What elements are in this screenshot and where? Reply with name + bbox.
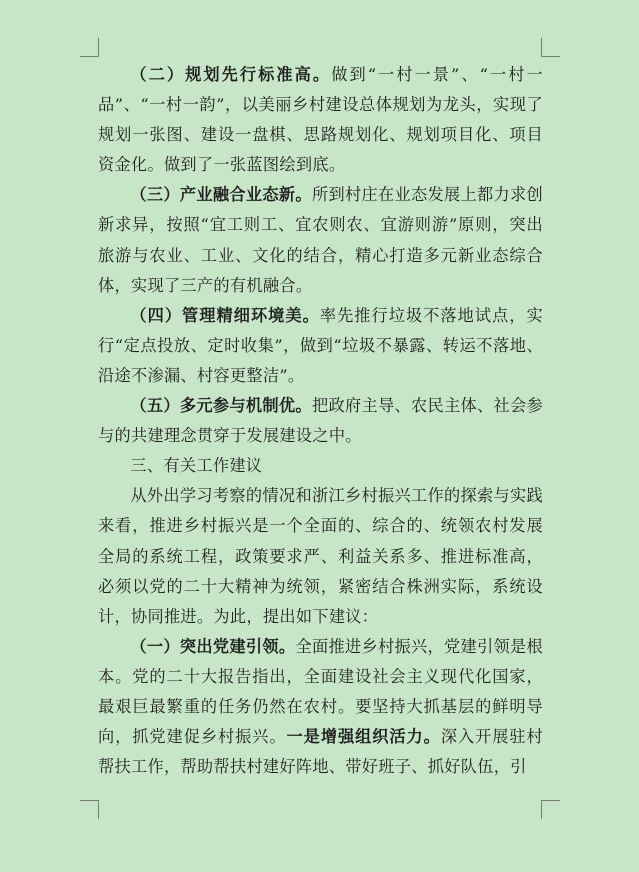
paragraph-lead: （五）多元参与机制优。 bbox=[130, 396, 312, 416]
paragraph-text: 做到“一村一景”、“一村一品”、“一村一韵”，以美丽乡村建设总体规划为龙头，实现了规划一张图、建设一盘棋、思路规划化、规划项目化、项目资金化。做到了一张蓝图绘到底。 bbox=[98, 65, 543, 175]
paragraph-inline-bold: 一是增强组织活力。 bbox=[286, 727, 441, 747]
paragraph-lead: （一）突出党建引领。 bbox=[130, 636, 296, 656]
document-body bbox=[98, 60, 543, 782]
crop-mark-bottom-left bbox=[80, 800, 99, 819]
paragraph-text: 率先推行垃圾不落地试点，实行“定点投放、定时收集”，做到“垃圾不暴露、转运不落地、沿途不渗漏、村容更整洁”。 bbox=[98, 305, 543, 385]
crop-mark-bottom-right bbox=[541, 800, 560, 819]
paragraph-participation bbox=[98, 391, 543, 451]
crop-mark-top-left bbox=[80, 38, 99, 57]
paragraph-management bbox=[98, 301, 543, 391]
paragraph-text: 所到村庄在业态发展上都力求创新求异，按照“宜工则工、宜农则农、宜游则游”原则，突出旅游与农业、工业、文化的结合，精心打造多元新业态综合体，实现了三产的有机融合。 bbox=[98, 185, 543, 295]
paragraph-party-building bbox=[98, 632, 543, 782]
paragraph-lead: （四）管理精细环境美。 bbox=[130, 305, 320, 325]
paragraph-lead: （二）规划先行标准高。 bbox=[130, 65, 332, 84]
paragraph-intro: 从外出学习考察的情况和浙江乡村振兴工作的探索与实践来看，推进乡村振兴是一个全面的、综合的、统领农村发展全局的系统工程，政策要求严、利益关系多、推进标准高，必须以党的二十大精神为统领，紧密结合株洲实际，系统设计，协同推进。为此，提出如下建议： bbox=[98, 486, 543, 626]
crop-mark-top-right bbox=[541, 38, 560, 57]
paragraph-planning bbox=[98, 60, 543, 180]
paragraph-text-continued: 深入开展驻村帮扶工作，帮助帮扶村建好阵地、带好班子、抓好队伍，引 bbox=[98, 727, 543, 777]
section-heading: 三、有关工作建议 bbox=[130, 456, 263, 476]
paragraph-industry bbox=[98, 180, 543, 300]
paragraph-lead: （三）产业融合业态新。 bbox=[130, 185, 312, 205]
paragraph-text: 全面推进乡村振兴，党建引领是根本。党的二十大报告指出，全面建设社会主义现代化国家，最艰巨最繁重的任务仍然在农村。要坚持大抓基层的鲜明导向，抓党建促乡村振兴。 bbox=[98, 636, 544, 747]
paragraph-text: 把政府主导、农民主体、社会参与的共建理念贯穿于发展建设之中。 bbox=[98, 396, 543, 446]
